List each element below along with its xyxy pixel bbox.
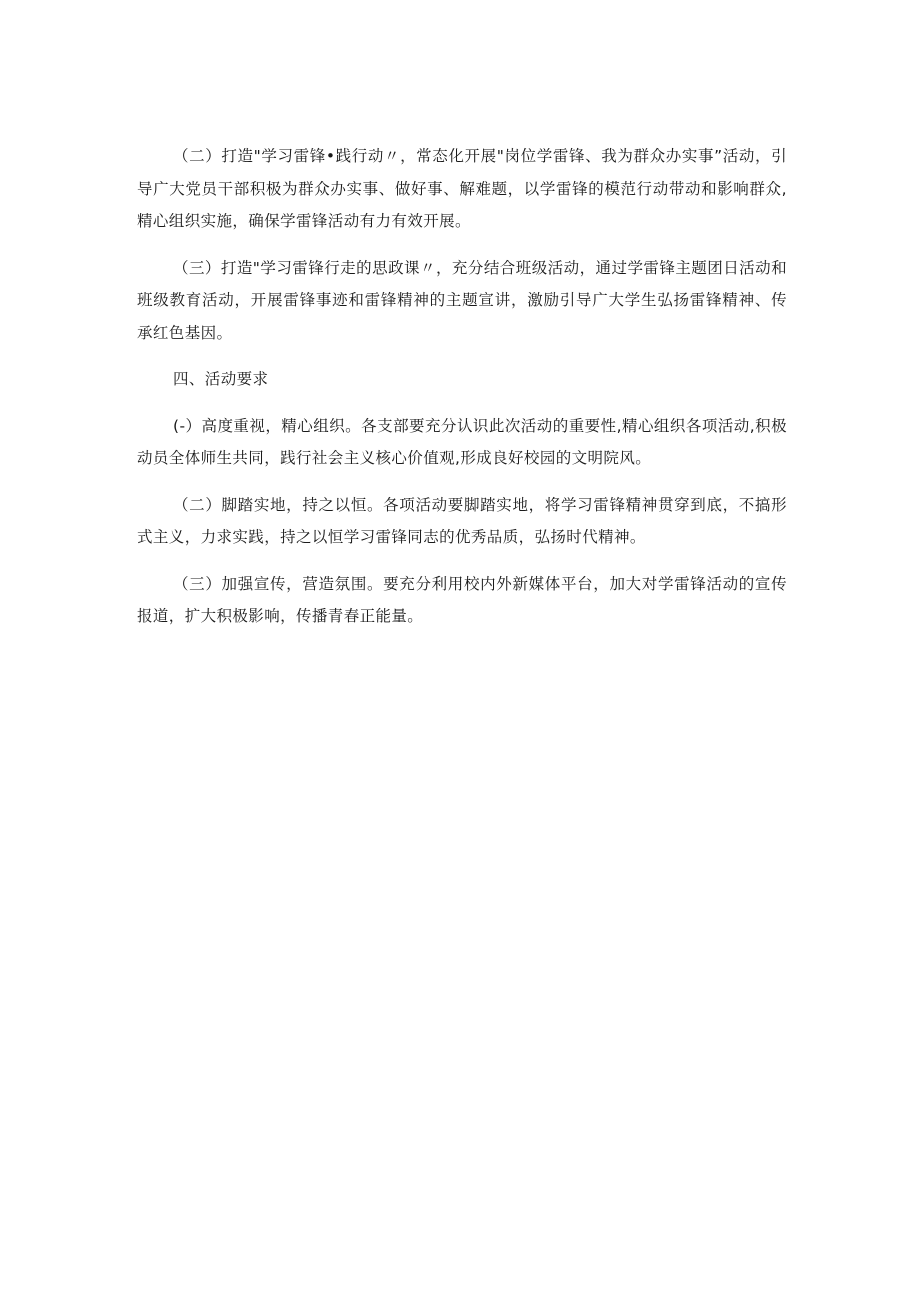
- paragraph-activity-2: （二）打造"学习雷锋•践行动〃，常态化开展"岗位学雷锋、我为群众办实事”活动，引导广大党员干部积极为群众办实事、做好事、解难题，以学雷锋的模范行动带动和影响群众,精心组织实施，确保学雷锋活动有力有效开展。: [137, 147, 787, 230]
- paragraph-requirement-2: （二）脚踏实地，持之以恒。各项活动要脚踏实地，将学习雷锋精神贯穿到底，不搞形式主义，力求实践，持之以恒学习雷锋同志的优秀品质，弘扬时代精神。: [137, 495, 787, 546]
- paragraph-requirement-3: （三）加强宣传，营造氛围。要充分利用校内外新媒体平台，加大对学雷锋活动的宣传报道，扩大积极影响，传播青春正能量。: [137, 574, 787, 625]
- paragraph-requirement-1: (-）高度重视，精心组织。各支部要充分认识此次活动的重要性,精心组织各项活动,积极动员全体师生共同，践行社会主义核心价值观,形成良好校园的文明院风。: [137, 416, 787, 467]
- paragraph-activity-3: （三）打造"学习雷锋行走的思政课〃，充分结合班级活动，通过学雷锋主题团日活动和班级教育活动，开展雷锋事迹和雷锋精神的主题宣讲，激励引导广大学生弘扬雷锋精神、传承红色基因。: [137, 258, 787, 342]
- document-body: [137, 140, 787, 647]
- section-heading-requirements: 四、活动要求: [173, 370, 269, 388]
